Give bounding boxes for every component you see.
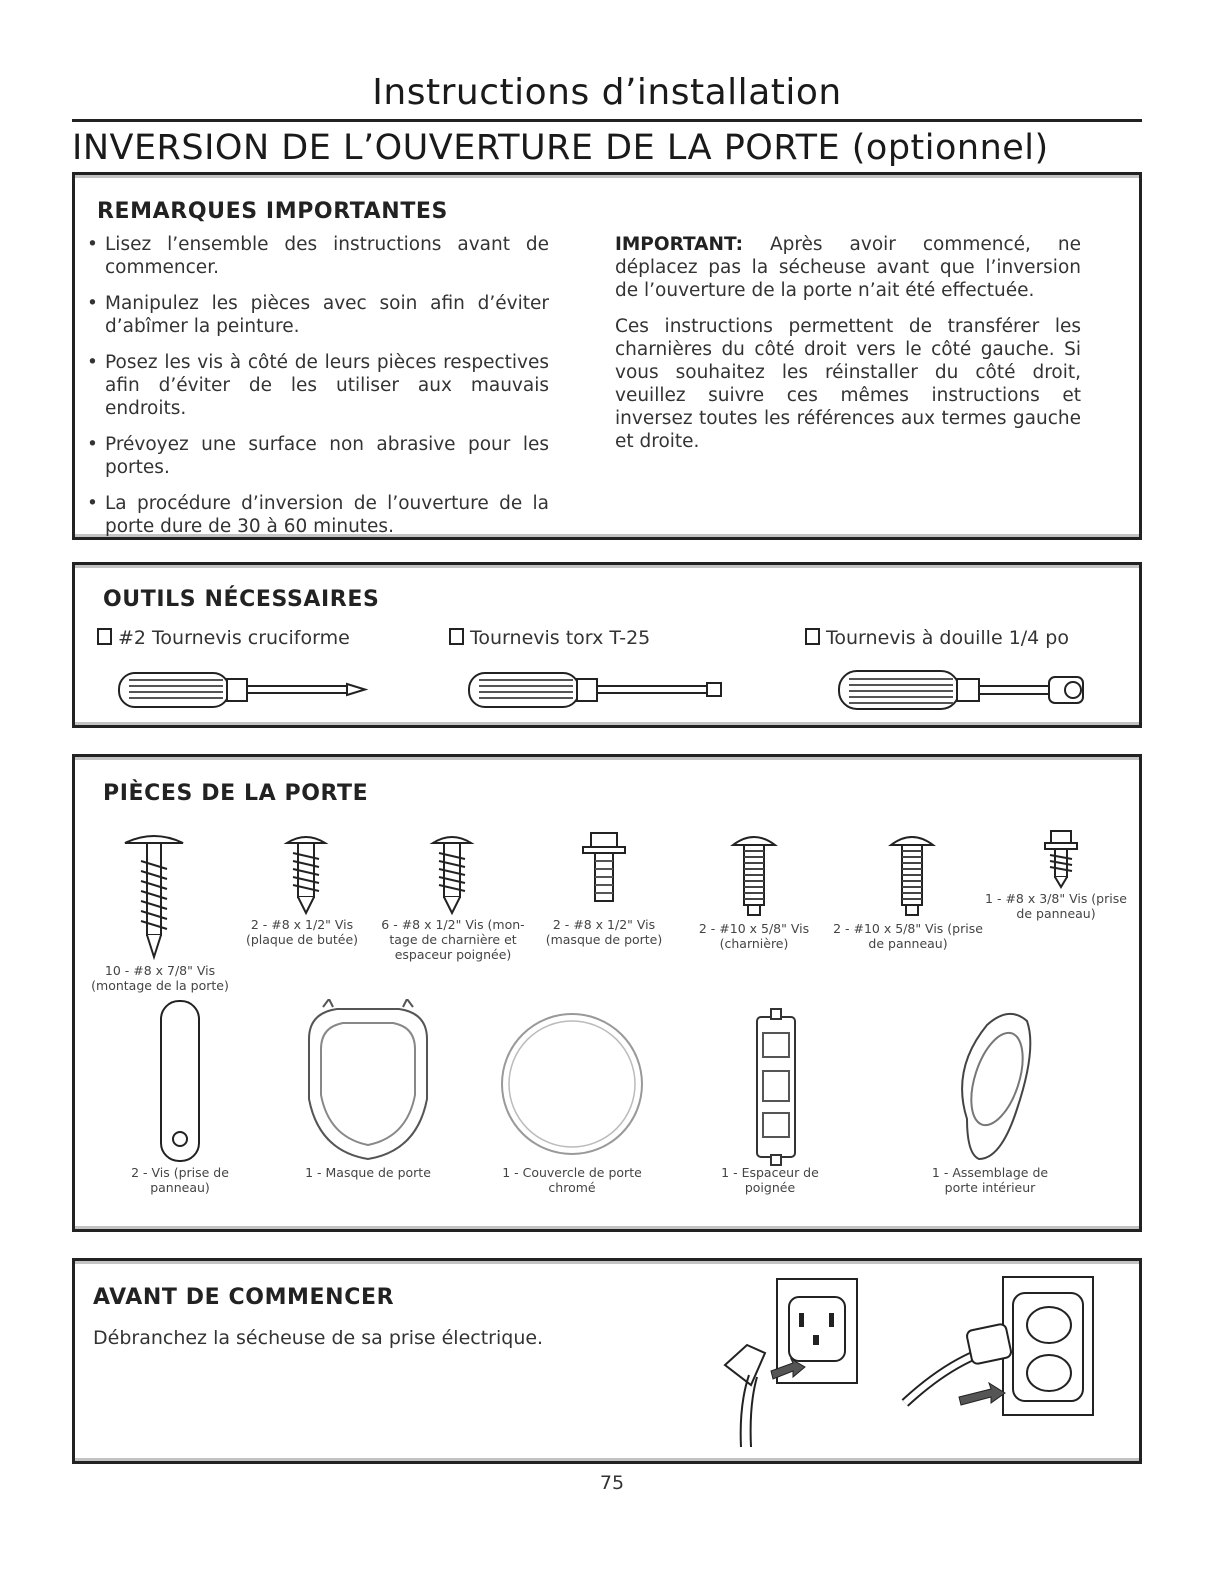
tool-label: Tournevis à douille 1/4 po: [826, 627, 1069, 649]
long-screw-icon: [119, 829, 189, 965]
label-line: 1 - Assemblage de: [931, 1165, 1049, 1180]
part-label-panel-clip: [105, 1165, 255, 1195]
label-line: 10 - #8 x 7/8" Vis: [104, 963, 216, 978]
checkbox-icon: [97, 628, 112, 645]
part-label-small-panel: [973, 891, 1139, 921]
important-label: IMPORTANT:: [615, 234, 743, 255]
instructions-paragraph: Ces instructions permettent de transférer les charnières du côté droit vers le côté gauche. Si vous souhaitez les réinstaller du côté droit, veuillez suivre ces mêmes instructions et inversez toutes les références aux termes gauche et droite.: [615, 316, 1081, 452]
remarques-list: [87, 233, 549, 551]
remarques-title: REMARQUES IMPORTANTES: [97, 199, 449, 224]
page-title: INVERSION DE L’OUVERTURE DE LA PORTE (optionnel): [72, 128, 1049, 168]
label-line: (charnière): [719, 936, 789, 951]
dryer-plug-4-prong-icon: [715, 1275, 865, 1451]
part-label-door-mask: [529, 917, 679, 947]
outils-box: [72, 562, 1142, 728]
pan-screw-icon: [427, 829, 477, 921]
page-number: 75: [599, 1472, 625, 1494]
label-line: 2 - #10 x 5/8" Vis: [698, 921, 810, 936]
label-line: (masque de porte): [545, 932, 663, 947]
pieces-box: [72, 754, 1142, 1232]
label-line: 2 - Vis (prise de: [131, 1165, 229, 1180]
hinge-screw-icon: [729, 829, 779, 919]
list-item: • Posez les vis à côté de leurs pièces respectives afin d’éviter de les utiliser aux mauvais endroits.: [87, 351, 549, 420]
label-line: 2 - #8 x 1/2" Vis: [552, 917, 656, 932]
tool-item-torx: [449, 627, 650, 649]
pieces-title: PIÈCES DE LA PORTE: [103, 781, 369, 806]
panel-clip-icon: [155, 997, 205, 1167]
part-label-hinge-mount: [373, 917, 533, 962]
page-header: Instructions d’installation: [72, 72, 1142, 122]
list-item: • Lisez l’ensemble des instructions avant de commencer.: [87, 233, 549, 279]
tool-item-phillips: [97, 627, 350, 649]
label-line: (plaque de butée): [245, 932, 359, 947]
label-line: poignée: [744, 1180, 796, 1195]
list-item: • Prévoyez une surface non abrasive pour les portes.: [87, 433, 549, 479]
label-line: 1 - Masque de porte: [305, 1165, 431, 1180]
part-label-inner-door: [905, 1165, 1075, 1195]
important-note: [615, 233, 1081, 302]
list-item: • Manipulez les pièces avec soin afin d’éviter d’abîmer la peinture.: [87, 292, 549, 338]
part-label-panel: [823, 921, 993, 951]
label-line: 1 - #8 x 3/8" Vis (prise: [985, 891, 1127, 906]
panel-screw-icon: [887, 829, 937, 919]
tool-item-nutdriver: [805, 627, 1069, 649]
checkbox-icon: [805, 628, 820, 645]
tool-label: Tournevis torx T-25: [470, 627, 651, 649]
label-line: 6 - #8 x 1/2" Vis (mon-: [381, 917, 525, 932]
part-label-hinge: [679, 921, 829, 951]
list-item: • La procédure d’inversion de l’ouverture de la porte dure de 30 à 60 minutes.: [87, 492, 549, 538]
remarques-right-column: [615, 233, 1081, 466]
outils-title: OUTILS NÉCESSAIRES: [103, 587, 380, 612]
label-line: 1 - Couvercle de porte: [502, 1165, 642, 1180]
avant-title: AVANT DE COMMENCER: [93, 1285, 395, 1310]
label-line: 2 - #10 x 5/8" Vis (prise: [833, 921, 983, 936]
door-mask-icon: [297, 999, 439, 1169]
remarques-box: [72, 172, 1142, 540]
nut-driver-icon: [835, 665, 1095, 715]
tool-label: #2 Tournevis cruciforme: [118, 627, 350, 649]
part-label-handle-spacer: [695, 1165, 845, 1195]
torx-screwdriver-icon: [465, 665, 735, 715]
inner-door-assembly-icon: [947, 1009, 1037, 1169]
avant-box: [72, 1258, 1142, 1464]
pan-screw-icon: [281, 829, 331, 921]
label-line: de panneau): [868, 936, 948, 951]
label-line: (montage de la porte): [91, 978, 229, 993]
hex-screw-icon: [579, 829, 629, 909]
label-line: 1 - Espaceur de: [721, 1165, 819, 1180]
label-line: 2 - #8 x 1/2" Vis: [250, 917, 354, 932]
important-text: Après avoir commencé, ne déplacez pas la sécheuse avant que l’inversion de l’ouverture de la porte n’ait été effectuée.: [615, 234, 1081, 301]
part-label-door-mask-part: [275, 1165, 461, 1180]
label-line: tage de charnière et: [389, 932, 517, 947]
label-line: panneau): [150, 1180, 210, 1195]
handle-spacer-icon: [747, 1007, 807, 1167]
part-label-plaque: [227, 917, 377, 947]
avant-text: Débranchez la sécheuse de sa prise électrique.: [93, 1327, 544, 1349]
chrome-door-cover-icon: [499, 1011, 645, 1157]
label-line: espaceur poignée): [394, 947, 512, 962]
label-line: chromé: [548, 1180, 596, 1195]
checkbox-icon: [449, 628, 464, 645]
label-line: de panneau): [1016, 906, 1096, 921]
part-label-long-screw: [75, 963, 245, 993]
small-hex-screw-icon: [1041, 829, 1081, 889]
phillips-screwdriver-icon: [115, 665, 375, 715]
part-label-chrome-cover: [479, 1165, 665, 1195]
dryer-plug-3-prong-icon: [899, 1273, 1099, 1423]
label-line: porte intérieur: [944, 1180, 1036, 1195]
